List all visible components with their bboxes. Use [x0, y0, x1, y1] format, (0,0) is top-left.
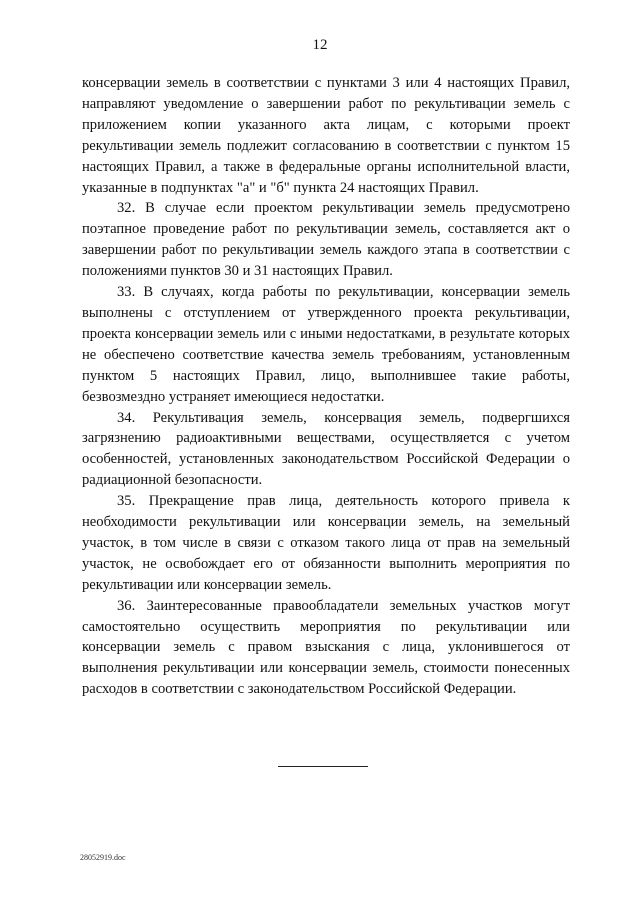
- paragraph-continuation: консервации земель в соответствии с пунктами 3 или 4 настоящих Правил, направляют уведомление о завершении работ по рекультивации земель с приложением копии указанного акта лицам, с которыми проект рекультивации земель подлежит согласованию в соответствии с пунктом 15 настоящих Правил, а также в федеральные органы исполнительной власти, указанные в подпунктах "а" и "б" пункта 24 настоящих Правил.: [82, 75, 570, 196]
- paragraph-33: 33. В случаях, когда работы по рекультивации, консервации земель выполнены с отступлением от утвержденного проекта рекультивации, проекта консервации земель или с иными недостатками, в результате которых не обеспечено соответствие качества земель требованиям, установленным пунктом 5 настоящих Правил, лицо, выполнившее такие работы, безвозмездно устраняет имеющиеся недостатки.: [82, 284, 570, 405]
- paragraph-36: 36. Заинтересованные правообладатели земельных участков могут самостоятельно осуществить мероприятия по рекультивации или консервации земель с правом взыскания с лица, уклонившегося от выполнения рекультивации или консервации земель, стоимости понесенных расходов в соответствии с законодательством Российской Федерации.: [82, 597, 570, 698]
- end-separator-line: [278, 766, 368, 767]
- paragraph-34: 34. Рекультивация земель, консервация земель, подвергшихся загрязнению радиоактивными веществами, осуществляется с учетом особенностей, установленных законодательством Российской Федерации о радиационной безопасности.: [82, 409, 570, 489]
- paragraph-35: 35. Прекращение прав лица, деятельность которого привела к необходимости рекультивации или консервации земель, на земельный участок, в том числе в связи с отказом такого лица от прав на земельный участок, не освобождает его от обязанности выполнить мероприятия по рекультивации или консервации земель.: [82, 493, 570, 593]
- document-body: [82, 73, 570, 700]
- paragraph-32: 32. В случае если проектом рекультивации земель предусмотрено поэтапное проведение работ по рекультивации земель, составляется акт о завершении работ по рекультивации земель каждого этапа в соответствии с положениями пунктов 30 и 31 настоящих Правил.: [82, 200, 570, 280]
- page-number: 12: [312, 37, 328, 53]
- document-file-id: 28052919.doc: [80, 853, 126, 862]
